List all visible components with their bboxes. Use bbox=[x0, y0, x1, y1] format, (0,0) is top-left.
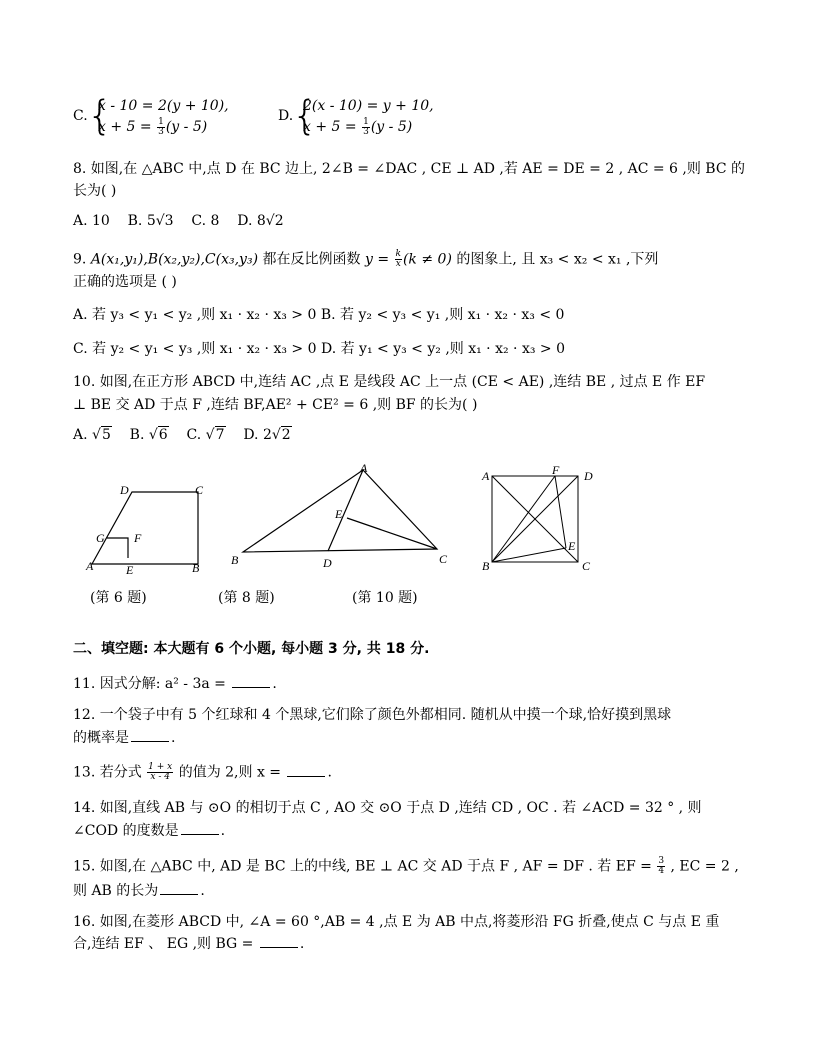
q10-line2: ⊥ BE 交 AD 于点 F ,连结 BF,AE² + CE² = 6 ,则 BF 的长为( ) bbox=[73, 397, 478, 413]
fig10-label-f: F bbox=[552, 463, 560, 477]
fig10-ef bbox=[555, 476, 566, 548]
fig10-label-e: E bbox=[568, 539, 576, 553]
fig8-label-a: A bbox=[360, 461, 368, 475]
q9-line2: 正确的选项是 ( ) bbox=[73, 274, 177, 290]
q11: 11. 因式分解: a² - 3a = . bbox=[73, 676, 277, 692]
fig10-be bbox=[492, 548, 566, 562]
fig6-trapezoid bbox=[92, 492, 198, 564]
q9-option-a: A. 若 y₃ < y₁ < y₂ ,则 x₁ · x₂ · x₃ > 0 bbox=[73, 307, 317, 323]
fig6-label-b: B bbox=[192, 561, 200, 575]
q7-c-row2a: x + 5 = bbox=[98, 119, 157, 135]
q16-line2: 合,连结 EF 、 EG ,则 BG = . bbox=[73, 936, 305, 952]
fig8-label-c: C bbox=[439, 552, 448, 566]
q14-line2: ∠COD 的度数是 . bbox=[73, 823, 226, 839]
q7-c-row1: x - 10 = 2(y + 10), bbox=[98, 98, 229, 114]
fig6-square bbox=[107, 538, 128, 558]
q8-option-b: B. 5√3 bbox=[127, 213, 174, 229]
fraction: $\frac{1}{3}$ bbox=[158, 116, 164, 137]
brace-icon: { bbox=[87, 93, 113, 139]
q9-options-ab bbox=[73, 306, 564, 324]
fig8-label-d: D bbox=[323, 556, 332, 570]
q8-option-d: D. 8√2 bbox=[237, 213, 284, 229]
fig6-label-d: D bbox=[120, 483, 129, 497]
sqrt: √7 bbox=[205, 427, 225, 443]
q15-line2: 则 AB 的长为 . bbox=[73, 883, 205, 899]
fraction: $\frac{3}{4}$ bbox=[658, 856, 665, 876]
q9-option-b: B. 若 y₂ < y₃ < y₁ ,则 x₁ · x₂ · x₃ < 0 bbox=[320, 307, 565, 323]
q8-option-a: A. 10 bbox=[73, 213, 110, 229]
section2-heading: 二、填空题: 本大题有 6 个小题, 每小题 3 分, 共 18 分. bbox=[73, 641, 430, 657]
q8-options bbox=[73, 212, 284, 230]
answer-blank bbox=[181, 822, 219, 835]
fig8-label-e: E bbox=[335, 507, 343, 521]
q7-c-row2b: (y - 5) bbox=[165, 119, 208, 135]
answer-blank bbox=[260, 935, 298, 948]
fig8-label-b: B bbox=[231, 553, 239, 567]
q8-line2: 长为( ) bbox=[73, 183, 117, 199]
q7-option-d bbox=[278, 93, 478, 140]
q9-option-d: D. 若 y₁ < y₃ < y₂ ,则 x₁ · x₂ · x₃ > 0 bbox=[320, 341, 565, 357]
fig6-label-e: E bbox=[126, 563, 134, 577]
fig6-caption: (第 6 题) bbox=[90, 590, 147, 606]
fig6-label-g: G bbox=[96, 531, 105, 545]
q9-points: A(x₁,y₁),B(x₂,y₂),C(x₃,y₃) bbox=[90, 251, 259, 268]
q9-line1: 9. A(x₁,y₁),B(x₂,y₂),C(x₃,y₃) 都在反比例函数 y = $\frac{k}{x}$ (k ≠ 0) 的图象上, 且 x₃ < x₂ < x₁ ,下列 bbox=[73, 249, 659, 269]
fig10-label-b: B bbox=[482, 559, 490, 572]
fig6-label-c: C bbox=[195, 483, 204, 497]
q10-line1: 10. 如图,在正方形 ABCD 中,连结 AC ,点 E 是线段 AC 上一点 (CE < AE) ,连结 BE , 过点 E 作 EF bbox=[73, 374, 706, 390]
answer-blank bbox=[232, 675, 270, 688]
q10-options: A. √5 B. √6 C. √7 D. 2√2 bbox=[73, 427, 291, 443]
fig6-label-a: A bbox=[86, 559, 94, 573]
q7-option-c-label: C. bbox=[73, 108, 88, 124]
brace-icon: { bbox=[292, 93, 318, 139]
fig10-caption: (第 10 题) bbox=[352, 590, 418, 606]
q12-line2: 的概率是 . bbox=[73, 730, 176, 746]
fig8-ce bbox=[347, 518, 437, 549]
q7-d-row2b: (y - 5) bbox=[370, 119, 413, 135]
figure-6 bbox=[80, 478, 210, 578]
sqrt: √6 bbox=[148, 427, 168, 443]
q8-option-c: C. 8 bbox=[191, 213, 220, 229]
answer-blank bbox=[131, 729, 169, 742]
fig10-label-d: D bbox=[584, 469, 593, 483]
fig8-caption: (第 8 题) bbox=[218, 590, 275, 606]
q7-d-row1: 2(x - 10) = y + 10, bbox=[303, 98, 434, 114]
answer-blank bbox=[287, 764, 325, 777]
q9-option-c: C. 若 y₂ < y₁ < y₃ ,则 x₁ · x₂ · x₃ > 0 bbox=[73, 341, 317, 357]
fraction: $\frac{1 + x}{x - 4}$ bbox=[148, 762, 173, 782]
fraction: $\frac{k}{x}$ bbox=[395, 249, 401, 269]
q14-line1: 14. 如图,直线 AB 与 ⊙O 的相切于点 C , AO 交 ⊙O 于点 D ,连结 CD , OC . 若 ∠ACD = 32 ° , 则 bbox=[73, 800, 702, 816]
fraction: $\frac{1}{3}$ bbox=[363, 116, 369, 137]
fig10-label-c: C bbox=[582, 559, 591, 572]
fig6-label-f: F bbox=[134, 531, 142, 545]
figure-8 bbox=[225, 458, 460, 573]
q12-line1: 12. 一个袋子中有 5 个红球和 4 个黑球,它们除了颜色外都相同. 随机从中摸一个球,恰好摸到黑球 bbox=[73, 707, 672, 723]
q8-line1: 8. 如图,在 △ABC 中,点 D 在 BC 边上, 2∠B = ∠DAC , CE ⊥ AD ,若 AE = DE = 2 , AC = 6 ,则 BC 的 bbox=[73, 161, 746, 177]
fig10-label-a: A bbox=[482, 469, 490, 483]
q7-option-c bbox=[73, 93, 273, 140]
q9-options-cd bbox=[73, 340, 565, 358]
q13: 13. 若分式 $\frac{1 + x}{x - 4}$ 的值为 2,则 x = . bbox=[73, 762, 332, 782]
q15-line1: 15. 如图,在 △ABC 中, AD 是 BC 上的中线, BE ⊥ AC 交 AD 于点 F , AF = DF . 若 EF = $\frac{3}{4}$ , EC = 2 , bbox=[73, 856, 739, 876]
figure-10 bbox=[480, 462, 600, 572]
sqrt: √5 bbox=[92, 427, 111, 443]
q16-line1: 16. 如图,在菱形 ABCD 中, ∠A = 60 °,AB = 4 ,点 E 为 AB 中点,将菱形沿 FG 折叠,使点 C 与点 E 重 bbox=[73, 914, 720, 930]
q7-d-row2a: x + 5 = bbox=[303, 119, 362, 135]
q7-option-d-label: D. bbox=[278, 108, 294, 124]
answer-blank bbox=[160, 882, 198, 895]
fig10-bf bbox=[492, 476, 555, 562]
sqrt: √2 bbox=[271, 427, 291, 443]
